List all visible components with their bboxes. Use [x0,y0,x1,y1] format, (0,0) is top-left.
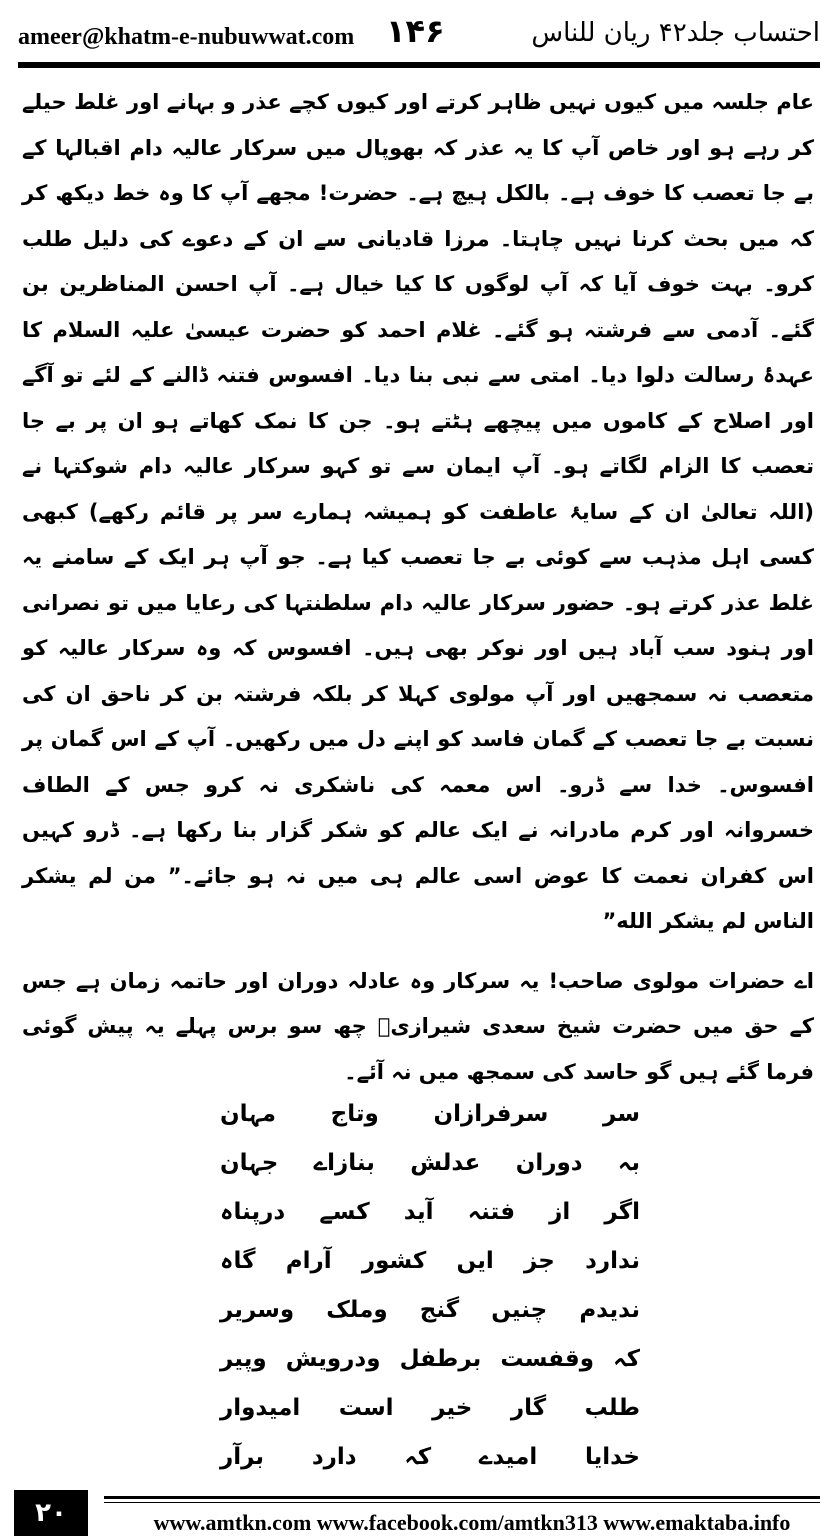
poem-verse [220,1090,640,1139]
poem-word: دوران [515,1150,583,1176]
poem-word: از [549,1199,571,1225]
poem-word: طلب [584,1395,640,1421]
poem-word: کہ [404,1444,432,1470]
poem-word: سر [603,1101,640,1127]
body-text [22,80,814,1095]
poem-word: خیر [432,1395,473,1421]
poem-word: خدایا [584,1444,640,1470]
poem-word: دارد [311,1444,357,1470]
poem-word: وملک [326,1297,388,1323]
poem-word: کشور [361,1248,427,1274]
poem-word: اگر [604,1199,640,1225]
poem-verse [220,1188,640,1237]
poem-word: آرام [285,1248,332,1274]
arabic-quote: من لم يشكر الناس لم يشكر الله [22,863,814,933]
poem-word: چنیں [491,1297,548,1323]
poem-verse [220,1384,640,1433]
poem-word: وتاج [330,1101,379,1127]
poem-word: سرفرازان [433,1101,549,1127]
header-book-title: احتساب جلد۴۲ ریان للناس [531,18,820,48]
paragraph-2: اے حضرات مولوی صاحب! یہ سرکار وہ عادلہ دوران اور حاتمہ زمان ہے جس کے حق میں حضرت شیخ سعدی شیرازیؒ چھ سو برس پہلے یہ پیش گوئی فرما گئے ہیں گو حاسد کی سمجھ میں نہ آئے۔ [22,968,814,1084]
poem-word: است [338,1395,394,1421]
poem-word: مہان [220,1101,276,1127]
poem-word: وقفست [500,1346,595,1372]
poem-word: جہان [220,1150,279,1176]
persian-poem [220,1090,640,1482]
poem-word: گنج [419,1297,460,1323]
poem-word: کسے [319,1199,370,1225]
poem-verse [220,1433,640,1482]
quote-close: ” [602,909,617,933]
poem-word: برطفل [399,1346,482,1372]
poem-word: آید [403,1199,434,1225]
poem-word: امیدوار [220,1395,301,1421]
footer-links[interactable]: www.amtkn.com www.facebook.com/amtkn313 www.emaktaba.info [153,1510,791,1535]
footer-rule-thin [104,1502,820,1503]
poem-word: برآر [220,1444,265,1470]
poem-word: کہ [613,1346,640,1372]
poem-word: ایں [456,1248,494,1274]
header-email[interactable]: ameer@khatm-e-nubuwwat.com [18,24,355,50]
poem-word: بنازاے [313,1150,375,1176]
poem-word: وپیر [220,1346,267,1372]
poem-word: ندیدم [579,1297,641,1323]
footer-rule [104,1496,820,1499]
poem-verse [220,1335,640,1384]
poem-word: وسریر [220,1297,295,1323]
poem-word: درپناہ [220,1199,286,1225]
header-page-number: ۱۴۶ [386,12,445,50]
page-footer [14,1490,820,1536]
poem-word: بہ [617,1150,640,1176]
poem-word: عدلش [410,1150,481,1176]
poem-word: گاہ [220,1248,256,1274]
poem-verse [220,1139,640,1188]
poem-verse [220,1286,640,1335]
poem-word: ودرویش [285,1346,381,1372]
page-header [18,10,820,60]
poem-word: جز [523,1248,555,1274]
paragraph-1 [22,80,814,945]
poem-word: فتنہ [467,1199,516,1225]
poem-word: ندارد [585,1248,640,1274]
paragraph-1-text: عام جلسہ میں کیوں نہیں ظاہر کرتے اور کیوں کچے عذر و بہانے اور غلط حیلے کر رہے ہو اور خاص آپ کا یہ عذر کہ بھوپال میں سرکار عالیہ دام اقبالہا کے بے جا تعصب کا خوف ہے۔ بالکل ہیچ ہے۔ حضرت! مجھے آپ کا وہ خط دیکھ کر کہ میں بحث کرنا نہیں چاہتا۔ مرزا قادیانی سے ان کے دعوے کی دلیل طلب کرو۔ بہت خوف آیا کہ آپ لوگوں کا کیا خیال ہے۔ آپ احسن المناظرین بن گئے۔ آدمی سے فرشتہ ہو گئے۔ غلام احمد کو حضرت عیسیٰ علیہ السلام کا عہدۂ رسالت دلوا دیا۔ امتی سے نبی بنا دیا۔ افسوس فتنہ ڈالنے کے لئے تو آگے اور اصلاح کے کاموں میں پیچھے ہٹتے ہو۔ جن کا نمک کھاتے ہو ان پر بے جا تعصب کا الزام لگاتے ہو۔ آپ ایمان سے تو کہو سرکار عالیہ دام شوکتہا نے (اللہ تعالیٰ ان کے سایۂ عاطفت کو ہمیشہ ہمارے سر پر قائم رکھے) کبھی کسی اہل مذہب سے کوئی بے جا تعصب کیا ہے۔ جو آپ ہر ایک کے سامنے یہ غلط عذر کرتے ہو۔ حضور سرکار عالیہ دام سلطنتہا کی رعایا میں تو نصرانی اور ہنود سب آباد ہیں اور نوکر بھی ہیں۔ افسوس کہ وہ سرکار عالیہ کو متعصب نہ سمجھیں اور آپ مولوی کہلا کر بلکہ فرشتہ بن کر ناحق ان کی نسبت بے جا تعصب کے گمان فاسد کو اپنے دل میں رکھیں۔ آپ کے اس گمان پر افسوس۔ خدا سے ڈرو۔ اس معمہ کی ناشکری نہ کرو جس کے الطاف خسروانہ اور کرم مادرانہ نے ایک عالم کو شکر گزار بنا رکھا ہے۔ ڈرو کہیں اس کفران نعمت کا عوض اسی عالم ہی میں نہ ہو جائے۔” [22,90,814,888]
poem-word: گار [510,1395,547,1421]
poem-word: امیدے [478,1444,538,1470]
footer-page-badge: ۲۰ [14,1490,88,1536]
header-rule [18,62,820,68]
poem-verse [220,1237,640,1286]
